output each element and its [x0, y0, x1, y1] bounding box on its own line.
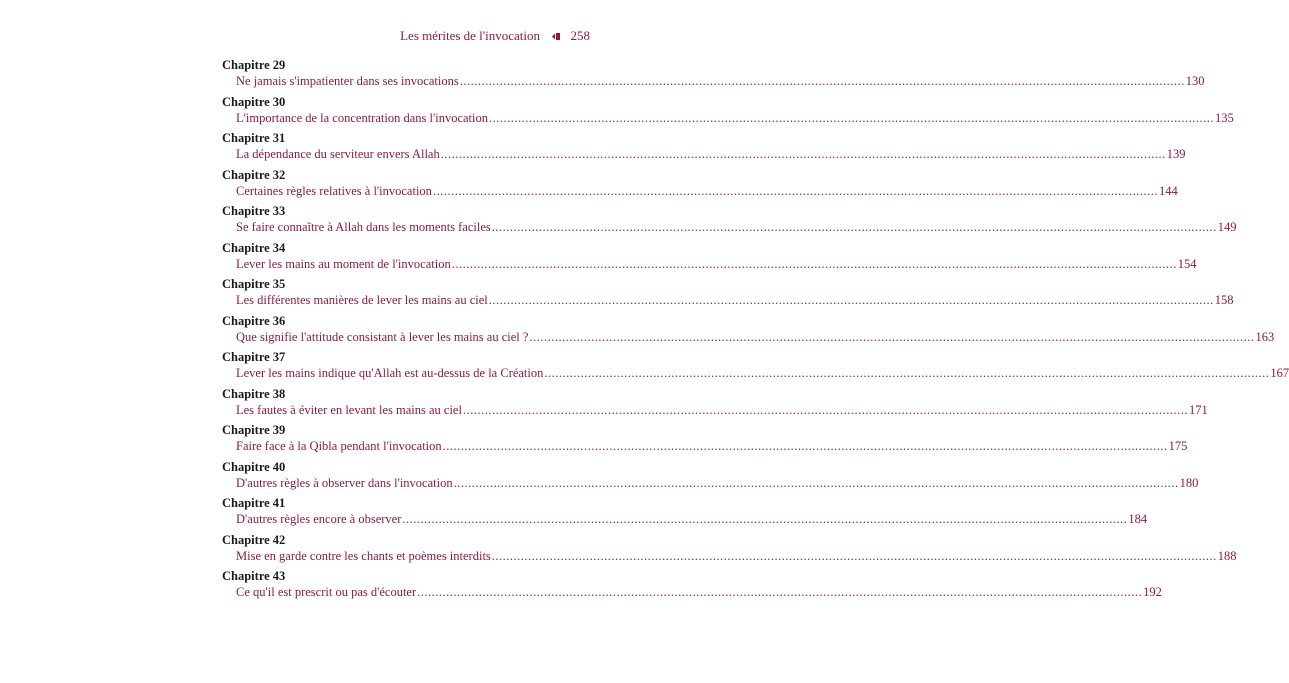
chapter-page-number: 154 [1177, 256, 1197, 271]
chapter-page-number: 144 [1158, 183, 1178, 198]
chapter-title: Ce qu'il est prescrit ou pas d'écouter [236, 585, 417, 599]
chapter-link[interactable] [236, 365, 1289, 381]
chapter-page-number: 158 [1214, 293, 1234, 307]
chapter-label: Chapitre 35 [222, 277, 286, 291]
chapter-label: Chapitre 33 [222, 204, 286, 218]
chapter-link[interactable] [236, 219, 1237, 235]
dot-leader: ........................................................................................................................................................................................................ [440, 147, 1166, 161]
toc-entry [222, 58, 1205, 95]
toc-entry [222, 386, 1208, 424]
toc-entry [222, 131, 1186, 168]
chapter-title: L'importance de la concentration dans l'invocation [236, 110, 488, 125]
dot-leader: ........................................................................................................................................................................................................ [442, 439, 1168, 453]
chapter-title: Les fautes à éviter en levant les mains au ciel [236, 402, 462, 417]
chapter-label: Chapitre 39 [222, 423, 286, 437]
dot-leader: ........................................................................................................................................................................................................ [491, 220, 1217, 234]
chapter-title: D'autres règles encore à observer [236, 512, 402, 526]
chapter-label: Chapitre 43 [222, 569, 286, 583]
toc-entry [222, 459, 1199, 497]
dot-leader: ........................................................................................................................................................................................................ [491, 548, 1217, 563]
book-ornament-icon [551, 32, 561, 41]
dot-leader: ........................................................................................................................................................................................................ [488, 110, 1214, 125]
chapter-label: Chapitre 37 [222, 350, 286, 364]
toc-entry [222, 240, 1197, 278]
table-of-contents [222, 58, 1289, 606]
toc-entry [222, 277, 1234, 314]
chapter-label: Chapitre 32 [222, 167, 286, 182]
chapter-link[interactable] [236, 73, 1205, 89]
chapter-link[interactable] [236, 548, 1237, 564]
toc-entry [222, 313, 1275, 351]
toc-entry [222, 532, 1237, 570]
chapter-title: Lever les mains au moment de l'invocation [236, 256, 451, 271]
dot-leader: ........................................................................................................................................................................................................ [544, 366, 1270, 380]
chapter-label: Chapitre 41 [222, 496, 286, 510]
chapter-link[interactable] [236, 256, 1197, 272]
toc-entry [222, 496, 1148, 533]
chapter-page-number: 184 [1128, 512, 1148, 526]
chapter-title: Ne jamais s'impatienter dans ses invocations [236, 74, 459, 88]
chapter-page-number: 171 [1188, 402, 1208, 417]
chapter-page-number: 167 [1270, 366, 1289, 380]
chapter-link[interactable] [236, 329, 1275, 345]
chapter-label: Chapitre 38 [222, 386, 286, 401]
chapter-label: Chapitre 30 [222, 94, 286, 109]
chapter-page-number: 163 [1255, 329, 1275, 344]
chapter-page-number: 139 [1166, 147, 1186, 161]
chapter-page-number: 130 [1185, 74, 1205, 88]
toc-entry [222, 423, 1188, 460]
chapter-page-number: 188 [1217, 548, 1237, 563]
chapter-link[interactable] [236, 146, 1186, 162]
dot-leader: ........................................................................................................................................................................................................ [488, 293, 1214, 307]
chapter-link[interactable] [236, 475, 1199, 491]
dot-leader: ........................................................................................................................................................................................................ [529, 329, 1255, 344]
dot-leader: ........................................................................................................................................................................................................ [432, 183, 1158, 198]
running-header [0, 28, 590, 44]
chapter-page-number: 135 [1214, 110, 1234, 125]
dot-leader: ........................................................................................................................................................................................................ [417, 585, 1143, 599]
chapter-label: Chapitre 40 [222, 459, 286, 474]
chapter-page-number: 149 [1217, 220, 1237, 234]
chapter-title: Certaines règles relatives à l'invocation [236, 183, 432, 198]
chapter-link[interactable] [236, 183, 1178, 199]
chapter-title: Que signifie l'attitude consistant à lever les mains au ciel ? [236, 329, 529, 344]
chapter-link[interactable] [236, 402, 1208, 418]
toc-entry [222, 167, 1178, 205]
dot-leader: ........................................................................................................................................................................................................ [453, 475, 1179, 490]
chapter-title: Les différentes manières de lever les mains au ciel [236, 293, 488, 307]
toc-entry [222, 350, 1289, 387]
chapter-title: Mise en garde contre les chants et poèmes interdits [236, 548, 491, 563]
chapter-page-number: 192 [1143, 585, 1162, 599]
chapter-label: Chapitre 29 [222, 58, 286, 72]
chapter-page-number: 180 [1179, 475, 1199, 490]
chapter-title: Lever les mains indique qu'Allah est au-dessus de la Création [236, 366, 544, 380]
dot-leader: ........................................................................................................................................................................................................ [451, 256, 1177, 271]
toc-entry [222, 94, 1234, 132]
chapter-page-number: 175 [1168, 439, 1188, 453]
running-title: Les mérites de l'invocation [400, 28, 540, 43]
chapter-label: Chapitre 42 [222, 532, 286, 547]
chapter-title: D'autres règles à observer dans l'invocation [236, 475, 453, 490]
dot-leader: ........................................................................................................................................................................................................ [462, 402, 1188, 417]
dot-leader: ........................................................................................................................................................................................................ [459, 74, 1185, 88]
chapter-link[interactable] [236, 438, 1188, 454]
chapter-link[interactable] [236, 584, 1162, 600]
chapter-title: La dépendance du serviteur envers Allah [236, 147, 440, 161]
chapter-link[interactable] [236, 110, 1234, 126]
chapter-link[interactable] [236, 292, 1234, 308]
chapter-title: Se faire connaître à Allah dans les moments faciles [236, 220, 491, 234]
page-number: 258 [570, 28, 590, 43]
dot-leader: ........................................................................................................................................................................................................ [402, 512, 1128, 526]
toc-entry [222, 204, 1237, 241]
chapter-title: Faire face à la Qibla pendant l'invocation [236, 439, 442, 453]
chapter-label: Chapitre 36 [222, 313, 286, 328]
chapter-label: Chapitre 34 [222, 240, 286, 255]
toc-entry [222, 569, 1162, 606]
chapter-link[interactable] [236, 511, 1148, 527]
chapter-label: Chapitre 31 [222, 131, 286, 145]
